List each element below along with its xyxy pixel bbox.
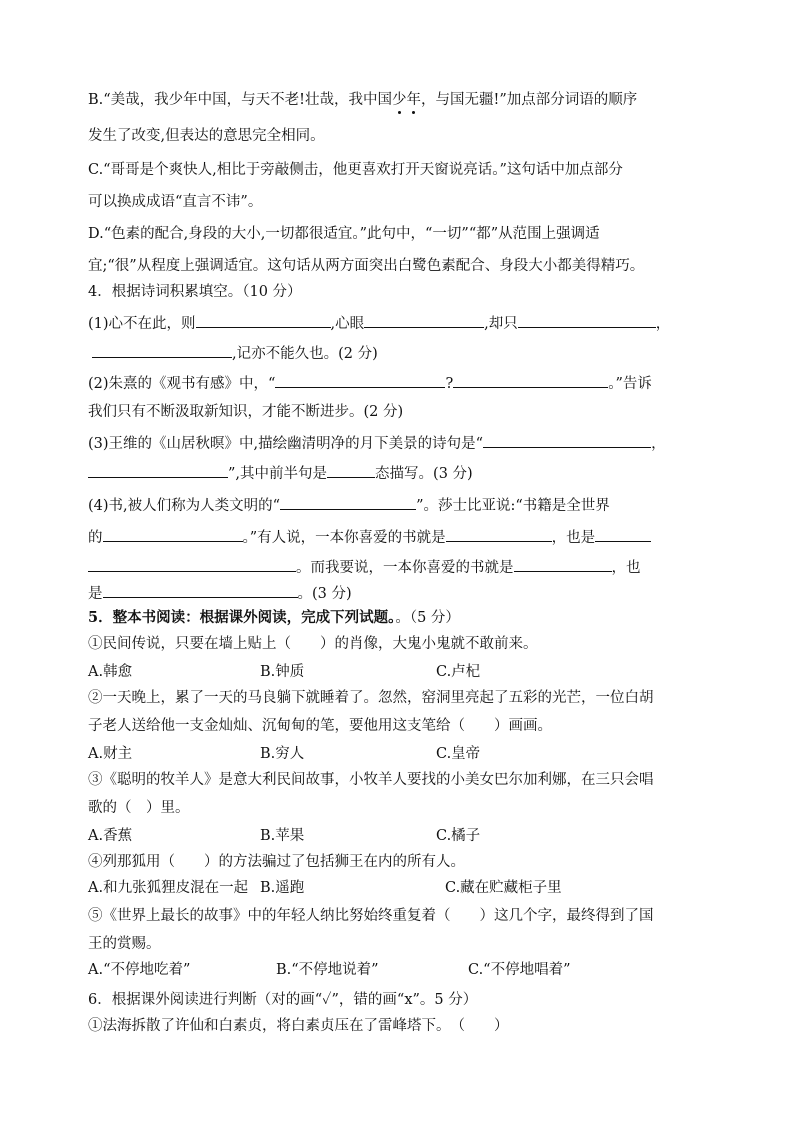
q5-item3-stem-line2: 歌的（ ）里。 (88, 800, 190, 816)
answer-blank[interactable] (483, 432, 651, 448)
option-a[interactable]: A.“不停地吃着” (88, 962, 191, 978)
answer-blank[interactable] (327, 462, 375, 478)
q4-title: 4．根据诗词积累填空。（10 分） (88, 284, 302, 300)
q5-item2-stem-line1: ②一天晚上，累了一天的马良躺下就睡着了。忽然，窑洞里亮起了五彩的光芒，一位白胡 (88, 690, 654, 706)
option-b[interactable]: B.穷人 (260, 746, 305, 762)
option-a[interactable]: A.香蕉 (88, 828, 133, 844)
option-c[interactable]: C.“不停地唱着” (468, 962, 571, 978)
q4-item1-line1: (1)心不在此，则 ,心眼 ,却只 ， (88, 312, 670, 334)
q5-item5-stem-line2: 王的赏赐。 (88, 936, 161, 952)
option-b[interactable]: B.钟质 (260, 664, 305, 680)
emphasis-dot-char: 少 (392, 92, 407, 108)
q3-option-c-line1: C.“哥哥是个爽快人,相比于旁敲侧击，他更喜欢打开天窗说亮话。”这句话中加点部分 (88, 162, 623, 178)
answer-blank[interactable] (275, 372, 445, 388)
option-a[interactable]: A.财主 (88, 746, 133, 762)
q3-option-d-line2: 宜;“很”从程度上强调适宜。这句话从两方面突出白鹭色素配合、身段大小都美得精巧。 (88, 258, 645, 274)
option-c[interactable]: C.橘子 (436, 828, 481, 844)
option-c[interactable]: C.皇帝 (436, 746, 481, 762)
answer-blank[interactable] (196, 312, 331, 328)
answer-blank[interactable] (453, 372, 608, 388)
answer-blank[interactable] (88, 462, 228, 478)
q4-item2-line2: 我们只有不断汲取新知识，才能不断进步。(2 分) (88, 404, 404, 420)
answer-blank[interactable] (92, 342, 232, 358)
answer-blank[interactable] (103, 582, 298, 598)
answer-blank[interactable] (595, 526, 651, 542)
answer-blank[interactable] (518, 312, 656, 328)
q4-item4-line1: (4)书,被人们称为人类文明的“ ”。莎士比亚说:“书籍是全世界 (88, 494, 610, 516)
answer-blank[interactable] (446, 526, 552, 542)
option-b[interactable]: B.苹果 (260, 828, 305, 844)
answer-blank[interactable] (103, 526, 243, 542)
q5-item3-stem-line1: ③《聪明的牧羊人》是意大利民间故事，小牧羊人要找的小美女巴尔加利娜，在三只会唱 (88, 772, 654, 788)
answer-blank[interactable] (280, 494, 416, 510)
q5-item2-stem-line2: 子老人送给他一支金灿灿、沉甸甸的笔，要他用这支笔给（ ）画画。 (88, 718, 552, 734)
q4-item4-line2: 的 。”有人说，一本你喜爱的书就是 ，也是 (88, 526, 651, 548)
emphasis-dot-char: 年 (406, 92, 422, 108)
q3-option-b-line1: B.“美哉，我少年中国，与天不老!壮哉，我中国少年，与国无疆!”加点部分词语的顺序 (88, 92, 638, 108)
option-c[interactable]: C.藏在贮藏柜子里 (445, 880, 562, 896)
q5-item5-stem-line1: ⑤《世界上最长的故事》中的年轻人纳比努始终重复着（ ）这几个字，最终得到了国 (88, 908, 654, 924)
q4-item3-line2: ”,其中前半句是 态描写。(3 分) (88, 462, 473, 484)
answer-blank[interactable] (514, 556, 612, 572)
q3-option-c-line2: 可以换成成语“直言不讳”。 (88, 194, 263, 210)
q3-option-b-line2: 发生了改变,但表达的意思完全相同。 (88, 128, 325, 144)
option-b[interactable]: B.“不停地说着” (276, 962, 379, 978)
answer-blank[interactable] (364, 312, 484, 328)
option-c[interactable]: C.卢杞 (436, 664, 481, 680)
option-b[interactable]: B.遥跑 (260, 880, 305, 896)
option-a[interactable]: A.韩愈 (88, 664, 133, 680)
q6-item1: ①法海拆散了许仙和白素贞，将白素贞压在了雷峰塔下。 （ ） (88, 1018, 509, 1034)
q4-item1-line2: ,记亦不能久也。(2 分) (92, 342, 378, 364)
q5-item4-stem: ④列那狐用（ ）的方法骗过了包括狮王在内的所有人。 (88, 854, 465, 870)
q6-title: 6．根据课外阅读进行判断（对的画“✓”，错的画“x”。5 分） (88, 992, 478, 1008)
q4-item4-line4: 是 。(3 分) (88, 582, 352, 604)
q5-title: 5．整本书阅读：根据课外阅读，完成下列试题。。（5 分） (88, 609, 460, 626)
answer-blank[interactable] (88, 556, 296, 572)
q4-item4-line3: 。而我要说，一本你喜爱的书就是 ，也 (88, 556, 641, 578)
q4-item2-line1: (2)朱熹的《观书有感》中，“ ? 。”告诉 (88, 372, 652, 394)
q4-item3-line1: (3)王维的《山居秋暝》中,描绘幽清明净的月下美景的诗句是“ ， (88, 432, 666, 454)
q3-option-d-line1: D.“色素的配合,身段的大小,一切都很适宜。”此句中，“一切”“都”从范围上强调适 (88, 226, 600, 242)
q5-item1-stem: ①民间传说，只要在墙上贴上（ ）的肖像，大鬼小鬼就不敢前来。 (88, 636, 538, 652)
option-a[interactable]: A.和九张狐狸皮混在一起 (88, 880, 249, 896)
